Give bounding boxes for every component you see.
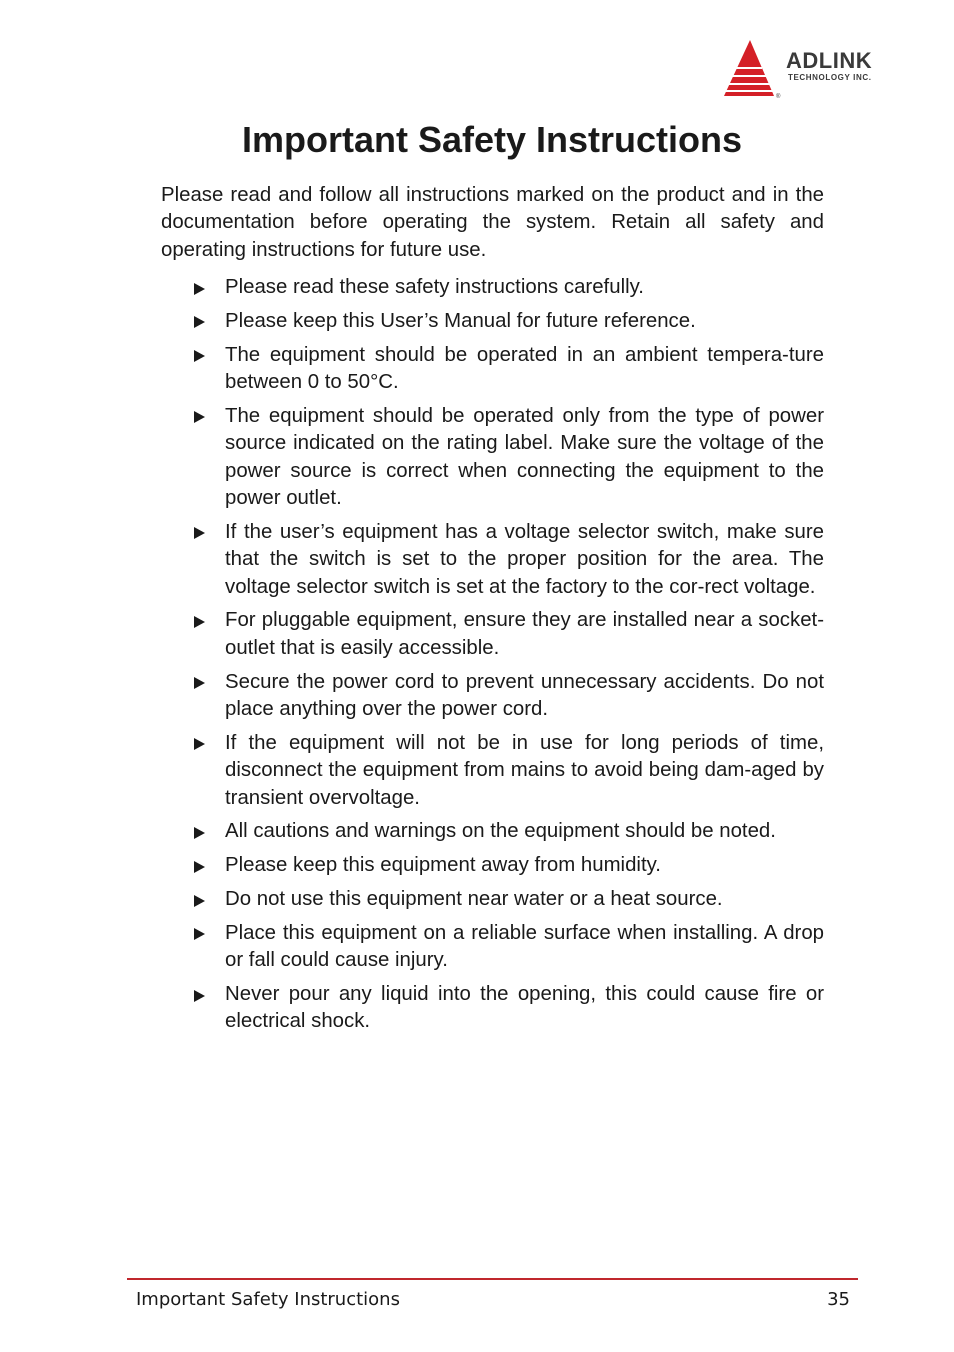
list-item: [161, 669, 824, 724]
bullet-arrow-icon: [194, 990, 205, 1002]
bullet-arrow-icon: [194, 895, 205, 907]
bullet-arrow-icon: [194, 527, 205, 539]
list-item-text: If the user’s equipment has a voltage selector switch, make sure that the switch is set to the proper position for the area. The voltage selector switch is set at the factory to the cor-rect voltage.: [225, 520, 824, 598]
intro-paragraph: Please read and follow all instructions marked on the product and in the documentation before operating the system. Retain all safety and operating instructions for future use.: [161, 184, 824, 261]
bullet-arrow-icon: [194, 350, 205, 362]
bullet-arrow-icon: [194, 283, 205, 295]
list-item-text: Place this equipment on a reliable surface when installing. A drop or fall could cause injury.: [225, 921, 824, 972]
list-item-text: Secure the power cord to prevent unnecessary accidents. Do not place anything over the power cord.: [225, 670, 824, 721]
list-item: [161, 818, 824, 845]
page-title: Important Safety Instructions: [241, 119, 743, 160]
list-item-text: Never pour any liquid into the opening, this could cause fire or electrical shock.: [225, 983, 824, 1033]
bullet-arrow-icon: [194, 928, 205, 940]
list-item: [161, 730, 824, 812]
list-item: [161, 852, 824, 879]
list-item-text: The equipment should be operated in an ambient tempera-ture between 0 to 50°C.: [225, 343, 824, 393]
list-item: [161, 607, 824, 662]
list-item: [161, 519, 824, 601]
footer-title: Important Safety Instructions: [136, 1289, 400, 1310]
list-item-text: Please read these safety instructions carefully.: [225, 276, 644, 298]
list-item: [161, 981, 824, 1036]
list-item-text: The equipment should be operated only from the type of power source indicated on the rating label. Make sure the voltage of the power source is correct when connecting the equipment to the power outlet.: [225, 404, 824, 510]
list-item: [161, 308, 824, 335]
adlink-triangle-logo-icon: [722, 38, 782, 100]
list-item-text: Do not use this equipment near water or a heat source.: [225, 888, 723, 911]
list-item-text: Please keep this User’s Manual for future reference.: [225, 309, 696, 332]
logo-name: ADLINK: [786, 48, 873, 73]
bullet-arrow-icon: [194, 738, 205, 750]
list-item: [161, 274, 824, 301]
bullet-arrow-icon: [194, 316, 205, 328]
bullet-arrow-icon: [194, 861, 205, 873]
list-item-text: If the equipment will not be in use for long periods of time, disconnect the equipment from mains to avoid being dam-aged by transient overvoltage.: [225, 731, 824, 809]
footer-divider: [127, 1278, 858, 1280]
safety-instructions-list: [161, 274, 824, 1042]
registered-mark: ®: [776, 94, 781, 100]
bullet-arrow-icon: [194, 411, 205, 423]
bullet-arrow-icon: [194, 827, 205, 839]
logo-tagline: TECHNOLOGY INC.: [788, 73, 872, 82]
adlink-logo: [722, 38, 912, 100]
bullet-arrow-icon: [194, 677, 205, 689]
list-item: [161, 342, 824, 397]
list-item-text: Please keep this equipment away from humidity.: [225, 854, 661, 877]
bullet-arrow-icon: [194, 616, 205, 628]
page-number: 35: [827, 1289, 850, 1310]
list-item-text: For pluggable equipment, ensure they are installed near a socket-outlet that is easily accessible.: [225, 609, 824, 659]
list-item-text: All cautions and warnings on the equipment should be noted.: [225, 820, 776, 843]
list-item: [161, 920, 824, 975]
list-item: [161, 403, 824, 513]
list-item: [161, 886, 824, 913]
